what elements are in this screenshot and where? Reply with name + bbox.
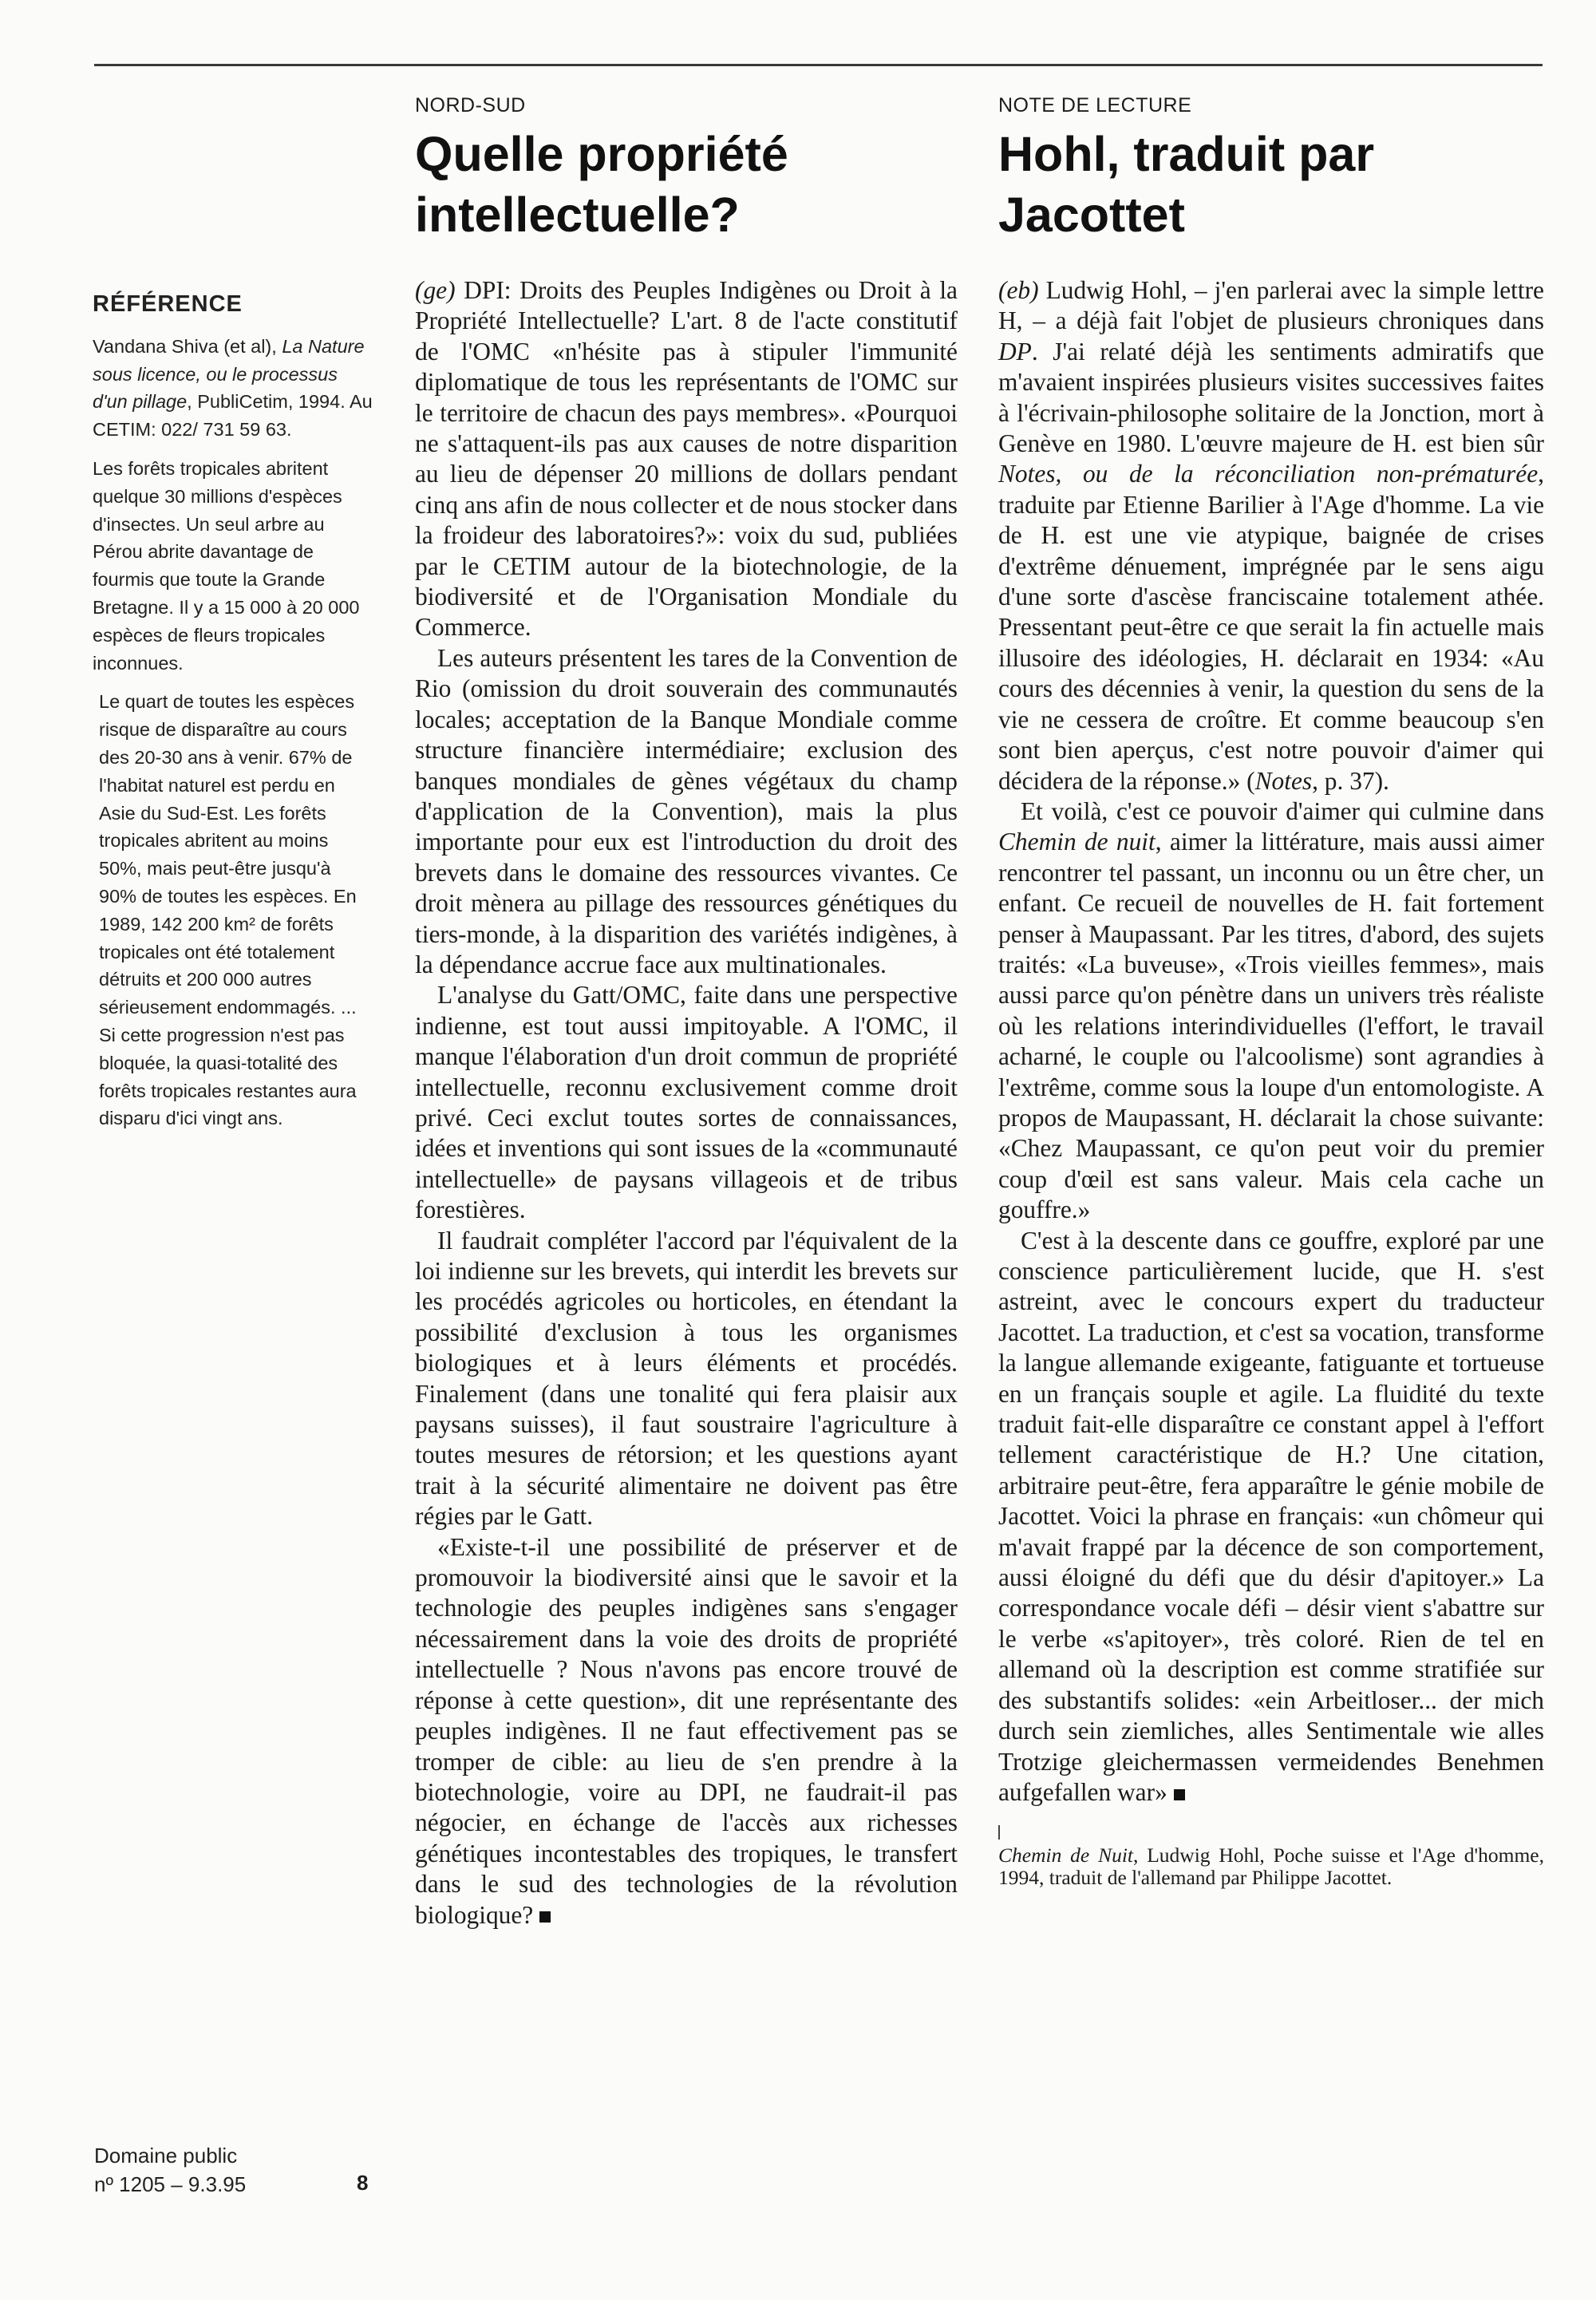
fact-species: Le quart de toutes les espèces risque de disparaître au cours des 20-30 ans à venir. 67% de l'habitat naturel est perdu en Asie du Sud-Est. Les forêts tropicales abritent au moins 50%, mais peut-être jusqu'à 90% de toutes les espèces. En 1989, 142 200 km² de forêts tropicales ont été totalement détruits et 200 000 autres sérieusement endommagés. ... Si cette progression n'est pas bloquée, la quasi-totalité des forêts tropicales restantes aura disparu d'ici vingt ans. bbox=[99, 691, 357, 1129]
reference-sidebar bbox=[93, 290, 373, 1144]
article1-title: Quelle propriété intellectuelle? bbox=[415, 127, 788, 242]
footnote-book-title: Chemin de Nuit bbox=[998, 1844, 1134, 1867]
article2-paragraph: (eb) Ludwig Hohl, – j'en parlerai avec la simple lettre H, – a déjà fait l'objet de plusieurs chroniques dans DP. J'ai relaté déjà les sentiments admiratifs que m'avaient inspirées plusieurs visites successives faites à l'écrivain-philosophe solitaire de la Jonction, mort à Genève en 1980. L'œuvre majeure de H. est bien sûr Notes, ou de la réconciliation non-prématurée, traduite par Etienne Barilier à l'Age d'homme. La vie de H. est une vie atypique, baignée de crises d'extrême dénuement, imprégnée par le sens aigu d'une sorte d'ascèse franciscaine totalement athée. Pressentant peut-être ce que serait la fin actuelle mais illusoire des idéologies, H. déclarait en 1934: «Au cours des décennies à venir, la question du sens de la vie ne cessera de croître. Et comme beaucoup s'en sont bien aperçus, c'est notre pouvoir d'aimer qui décidera de la réponse.» (Notes, p. 37). bbox=[998, 276, 1544, 795]
publication-name: Domaine public bbox=[94, 2144, 238, 2168]
article2-author-tag: (eb) bbox=[998, 276, 1039, 304]
reference-citation bbox=[93, 333, 373, 444]
article1-body bbox=[415, 275, 958, 1930]
issue-date: nº 1205 – 9.3.95 bbox=[94, 2172, 247, 2196]
article1-paragraph: L'analyse du Gatt/OMC, faite dans une perspective indienne, est tout aussi impitoyable. A l'OMC, il manque l'élaboration d'un droit commun de propriété intellectuelle, reconnu exclusivement comme droit privé. Ceci exclut toutes sortes de connaissances, idées et inventions qui sont issues de la «communauté intellectuelle» de paysans villageois et de tribus forestières. bbox=[415, 981, 958, 1224]
article1-kicker: NORD-SUD bbox=[415, 94, 526, 117]
article2-body bbox=[998, 275, 1544, 1808]
article1-paragraph: «Existe-t-il une possibilité de préserver et de promouvoir la biodiversité ainsi que le savoir et la technologie des peuples indigènes sans s'engager nécessairement dans la voie des droits de propriété intellectuelle ? Nous n'avons pas encore trouvé de réponse à cette question», dit une représentante des peuples indigènes. Il ne faut effectivement pas se tromper de cible: au lieu de s'en prendre à la biotechnologie, voire au DPI, ne faudrait-il pas négocier, en échange de l'accès aux richesses génétiques incontestables des tropiques, le transfert dans le sud des technologies de la révolution biologique? bbox=[415, 1532, 958, 1929]
article-note-de-lecture bbox=[998, 94, 1544, 1889]
article1-paragraph: (ge) DPI: Droits des Peuples Indigènes ou Droit à la Propriété Intellectuelle? L'art. 8 de l'acte constitutif de l'OMC «n'hésite pas à stipuler l'immunité diplomatique de tous les représentants de l'OMC sur le territoire de chacun des pays membres». «Pourquoi ne s'attaquent-ils pas aux causes de notre disparition au lieu de dépenser 20 millions de dollars pendant cinq ans afin de nous collecter et de nous stocker dans la froideur des laboratoires?»: voix du sud, publiées par le CETIM autour de la biotechnologie, de la biodiversité et de l'Organisation Mondiale du Commerce. bbox=[415, 276, 958, 642]
book-footnote: Chemin de Nuit, Ludwig Hohl, Poche suisse et l'Age d'homme, 1994, traduit de l'allemand par Philippe Jacottet. bbox=[998, 1844, 1545, 1890]
fact-forests: Les forêts tropicales abritent quelque 30 millions d'espèces d'insectes. Un seul arbre au Pérou abrite davantage de fourmis que toute la Grande Bretagne. Il y a 15 000 à 20 000 espèces de fleurs tropicales inconnues. bbox=[93, 457, 360, 674]
reference-publisher: , PubliCetim, 1994. Au CETIM: 022/ 731 59 63. bbox=[93, 391, 373, 441]
end-mark-icon bbox=[539, 1911, 551, 1923]
reference-book-title: La Nature sous licence, ou le processus d'un pillage bbox=[93, 335, 365, 413]
end-mark-icon bbox=[1174, 1789, 1185, 1800]
article2-kicker: NOTE DE LECTURE bbox=[998, 94, 1192, 117]
article2-paragraph: C'est à la descente dans ce gouffre, exploré par une conscience particulièrement lucide, que H. s'est astreint, avec le concours expert du traducteur Jacottet. La traduction, et c'est sa vocation, transforme la langue allemande exigeante, fatiguante et tortueuse en un français souple et agile. La fluidité du texte traduit fait-elle disparaître ce constant appel à l'effort tellement caractéristique de H.? Une citation, arbitraire peut-être, fera apparaître le génie mobile de Jacottet. Voici la phrase en français: «un chômeur qui m'avait frappé par la décence de son comportement, aussi éloigné du défi que du désir d'apitoyer.» La correspondance vocale défi – désir vient s'abattre sur le verbe «s'apitoyer», très coloré. Rien de tel en allemand où la description est comme stratifiée sur des substantifs solides: «ein Arbeitloser... der mich durch sein ziemliches, alles Sentimentale wie alles Trotzige gleichermassen vermeidendes Benehmen aufgefallen war» bbox=[998, 1226, 1544, 1806]
article2-paragraph: Et voilà, c'est ce pouvoir d'aimer qui culmine dans Chemin de nuit, aimer la littérature, mais aussi aimer rencontrer tel passant, un inconnu ou un être cher, un enfant. Ce recueil de nouvelles de H. fait fortement penser à Maupassant. Par les titres, d'abord, des sujets traités: «La buveuse», «Trois vieilles femmes», mais aussi parce qu'on pénètre dans un univers très réaliste où les relations interindividuelles (l'effort, le travail acharné, le couple ou l'alcoolisme) sont agrandies à l'extrême, comme sous la loupe d'un entomologiste. A propos de Maupassant, H. déclarait la chose suivante: «Chez Maupassant, ce qu'on peut voir du premier coup d'œil est sans valeur. Mais cela cache un gouffre.» bbox=[998, 796, 1544, 1224]
article1-paragraph: Il faudrait compléter l'accord par l'équivalent de la loi indienne sur les brevets, qui interdit les brevets sur les procédés agricoles ou horticoles, en étendant la possibilité d'exclusion à tous les organismes biologiques et à leurs éléments et procédés. Finalement (dans une tonalité qui fera plaisir aux paysans suisses), il faut soustraire l'agriculture à toutes mesures de rétorsion; et les questions ayant trait à la sécurité alimentaire ne doivent pas être régies par le Gatt. bbox=[415, 1226, 958, 1531]
page-number: 8 bbox=[357, 2171, 369, 2195]
article2-title: Hohl, traduit par Jacottet bbox=[998, 127, 1375, 242]
top-rule bbox=[94, 64, 1543, 66]
article1-paragraph: Les auteurs présentent les tares de la Convention de Rio (omission du droit souverain des communautés locales; acceptation de la Banque Mondiale comme structure financière intermédiaire; exclusion des banques mondiales de gènes végétaux du champ d'application de la Convention), mais la plus importante pour eux est l'introduction du droit des brevets dans le domaine des ressources vivantes. Ce droit mènera au pillage des ressources génétiques du tiers-monde, à la disparition des variétés indigènes, à la dépendance accrue face aux multinationales. bbox=[415, 643, 958, 978]
article1-author-tag: (ge) bbox=[415, 276, 456, 304]
reference-author: Vandana Shiva (et al), bbox=[93, 335, 282, 357]
reference-title: RÉFÉRENCE bbox=[93, 291, 243, 317]
article-nord-sud bbox=[415, 94, 958, 1930]
footnote-marker bbox=[998, 1825, 1000, 1840]
